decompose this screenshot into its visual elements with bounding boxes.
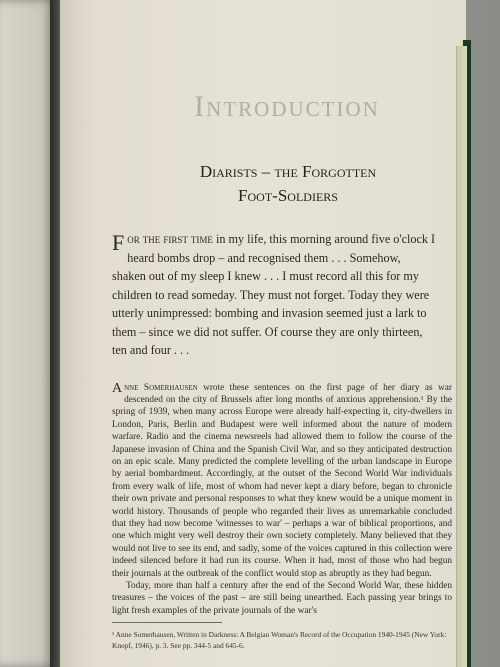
epigraph-line: them – since we did not suffer. Of course they are only thirteen, bbox=[112, 324, 423, 339]
epigraph-line: children to read someday. They must not forget. Today they were bbox=[112, 287, 430, 302]
page-stack-edge bbox=[456, 46, 467, 667]
section-title-line-2: Foot-Soldiers bbox=[238, 186, 338, 205]
epigraph-line: ten and four . . . bbox=[112, 343, 190, 357]
body-text bbox=[112, 382, 452, 618]
page-content bbox=[112, 80, 452, 651]
epigraph-line: utterly unimpressed: bombing and invasion seemed just a lark to bbox=[112, 306, 427, 320]
paragraph-2: Today, more than half a century after the end of the Second World War, these hidden treasures – the voices of the past – are still being unearthed. Each passing year brings to light fresh examples of the private journals of the war's bbox=[112, 581, 452, 616]
paragraph-dropcap: A bbox=[112, 380, 123, 396]
section-title-line-1: Diarists – the Forgotten bbox=[199, 162, 377, 181]
epigraph-line: heard bombs drop – and recognised them . . . Somehow, bbox=[127, 250, 401, 265]
footnote: ¹ Anne Somerhausen, Written in Darkness: A Belgian Woman's Record of the Occupation 1940-1945 (New York: Knopf, 1946), p. 3. See pp. 344-5 and 645-6. bbox=[112, 630, 447, 651]
footnote-rule bbox=[112, 622, 222, 623]
paragraph-lead: nne Somerhausen bbox=[124, 382, 198, 393]
epigraph-dropcap: F bbox=[112, 230, 125, 255]
paragraph-1-text: wrote these sentences on the first page of her diary as war descended on the city of Brussels after long months of anxious apprehension.¹ By the spring of 1939, when many across Europe were already half-expecting it, city-dwellers in London, Paris, Berlin and Budapest were well informed about the nature of modern warfare. Radio and the cinema newsreels had allowed them to follow the course of the Japanese invasion of China and the Spanish Civil War, and so they anticipated destruction on an epic scale. Many predicted the complete levelling of the urban landscape in Europe by aerial bombardment. Accordingly, at the outset of the Second World War individuals from every walk of life, most of whom had never kept a diary before, began to chronicle their own private and personal responses to what they knew would be a unique moment in world history. Thousands of people who regarded their lives as unremarkable concluded that they had now become 'witnesses to war' – perhaps a war of biblical proportions, and one which might very well destroy their own society completely. Many believed that they would not live to see its end, and sadly, some of the voices captured in this collection were indeed silenced before it had run its course. When it had, most of those who had begun their journals at the outbreak of the conflict would stop as abruptly as they had begun. bbox=[112, 382, 452, 579]
epigraph-line: shaken out of my sleep I knew . . . I must record all this for my bbox=[112, 269, 419, 283]
epigraph-quote bbox=[112, 230, 452, 360]
chapter-title: Introduction bbox=[194, 90, 380, 123]
epigraph-lead: or the first time bbox=[127, 232, 213, 246]
paragraph-1 bbox=[112, 382, 452, 581]
epigraph-line: in my life, this morning around five o'clock I bbox=[212, 232, 436, 246]
section-title bbox=[124, 160, 452, 208]
